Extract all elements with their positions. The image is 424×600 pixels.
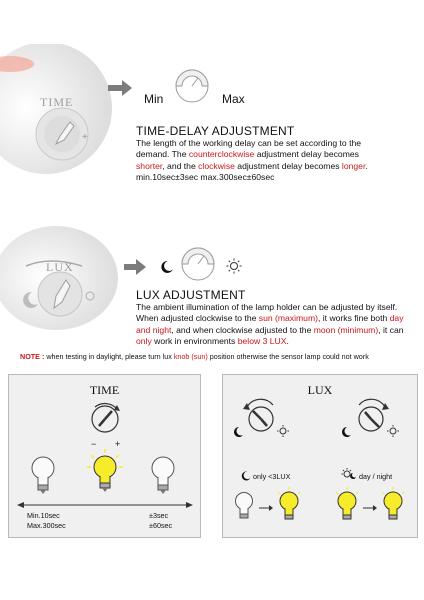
lux-dial-icon <box>176 242 222 286</box>
moon-minimum-text: moon (minimum) <box>313 324 379 335</box>
lux-adjustment-description <box>136 302 418 348</box>
sun-moon-icon <box>341 467 357 481</box>
time-panel-title: TIME <box>89 383 120 397</box>
lux-desc-text-2: , it works fine both <box>317 313 390 324</box>
lux-desc-text-5: work in environments <box>151 336 238 347</box>
bulb-off-icon <box>233 491 255 523</box>
minus-sign: − <box>91 439 97 449</box>
time-delay-description <box>136 138 384 184</box>
time-range-text: min.10sec±3sec max.300sec±60sec <box>136 172 275 183</box>
arrow-right-icon <box>124 258 146 276</box>
lux-desc-text-3: , and when clockwise adjusted to the <box>171 324 314 335</box>
moon-icon <box>160 260 174 274</box>
lux-photo-label: LUX <box>46 260 74 274</box>
max-tolerance-label: ±60sec <box>149 521 173 530</box>
lux-desc-text-1: The ambient illumination of the lamp holder can be adjusted by itself. When adjusted clockwise to the <box>136 302 398 324</box>
max-label: Max <box>222 92 245 106</box>
time-desc-text-5: . <box>365 160 368 171</box>
time-desc-text-1: The length of the working delay can be set according to the demand. The <box>136 138 362 160</box>
lux-panel-title: LUX <box>307 383 333 397</box>
time-desc-text-3: , and the <box>162 160 199 171</box>
arrow-right-icon <box>259 505 273 511</box>
shorter-text: shorter <box>136 160 163 171</box>
max-time-label: Max.300sec <box>27 521 66 530</box>
time-panel <box>8 374 201 538</box>
day-night-label: day / night <box>359 472 393 481</box>
arrow-right-icon <box>108 78 132 98</box>
plus-sign: + <box>115 439 121 449</box>
counterclockwise-text: counterclockwise <box>188 149 255 160</box>
time-knob-icon <box>85 399 125 441</box>
lux-knob-moon-icon <box>233 397 293 443</box>
time-dial-icon <box>170 64 216 108</box>
bulb-off-icon <box>29 455 57 495</box>
arrow-right-icon <box>363 505 377 511</box>
lux-desc-text-6: . <box>286 336 289 347</box>
only-under-3lux-label: only <3LUX <box>253 472 291 481</box>
lux-knob-sun-icon <box>341 397 401 443</box>
min-time-label: Min.10sec <box>27 511 60 520</box>
bulb-on-icon <box>333 487 361 525</box>
below-3-lux-text: below 3 LUX <box>237 336 287 347</box>
time-range-arrow <box>17 501 193 509</box>
min-tolerance-label: ±3sec <box>149 511 169 520</box>
clockwise-text: clockwise <box>198 160 235 171</box>
knob-sun-text: knob (sun) <box>173 352 208 361</box>
lux-panel <box>222 374 418 538</box>
time-delay-title: TIME-DELAY ADJUSTMENT <box>136 124 295 138</box>
only-text: only <box>136 336 152 347</box>
bulb-off-icon <box>149 455 177 495</box>
min-label: Min <box>144 92 164 106</box>
note-text-2: position otherwise the sensor lamp could not work <box>207 352 369 361</box>
sun-icon <box>226 258 242 274</box>
lux-knob-photo <box>0 222 120 334</box>
time-desc-text-2: adjustment delay becomes <box>254 149 359 160</box>
lux-desc-text-4: , it can <box>378 324 404 335</box>
time-desc-text-4: adjustment delay becomes <box>234 160 342 171</box>
longer-text: longer <box>341 160 366 171</box>
bulb-on-icon <box>379 487 407 525</box>
daylight-note <box>20 352 420 361</box>
sun-maximum-text: sun (maximum) <box>258 313 318 324</box>
svg-text:+: + <box>82 132 88 143</box>
moon-icon <box>241 471 251 481</box>
time-photo-label: TIME <box>40 95 74 109</box>
day-and-night-text: day and night <box>136 313 404 335</box>
time-knob-photo <box>0 44 120 176</box>
bulb-on-icon <box>275 487 303 525</box>
note-label: NOTE : <box>20 352 45 361</box>
bulb-on-icon <box>87 449 123 495</box>
lux-adjustment-title: LUX ADJUSTMENT <box>136 288 246 302</box>
note-text-1: when testing in daylight, please turn lux <box>44 352 174 361</box>
